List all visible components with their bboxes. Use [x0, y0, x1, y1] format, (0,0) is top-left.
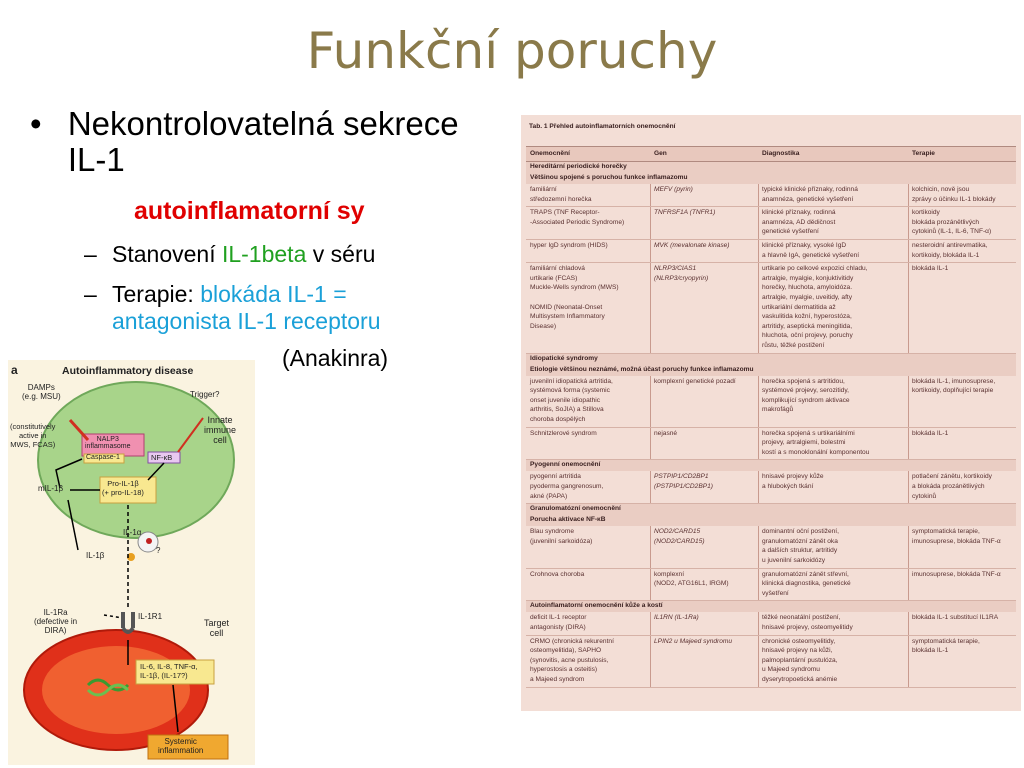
table-cell: blokáda IL-1 [912, 265, 949, 273]
table-section-header [526, 515, 1016, 526]
caspase-label: Caspase-1 [86, 454, 120, 461]
constitutive-label: (constitutively active in MWS, FCAS) [10, 422, 56, 449]
table-row [526, 376, 1016, 428]
column-divider [908, 376, 909, 427]
table-cell: granulomatózní zánět střevní, klinická diagnostika, genetické vyšetření [762, 570, 851, 597]
column-divider [908, 428, 909, 460]
table-cell: klinické příznaky, rodinná anamnéza, AD dědičnost genetické vyšetření [762, 209, 836, 236]
slide-title: Funkční poruchy [306, 22, 718, 80]
column-divider [908, 569, 909, 601]
systemic-inflammation-label: Systemic inflammation [158, 737, 204, 755]
il1a-label: IL-1α [123, 528, 142, 537]
bullet-item-main [30, 106, 500, 178]
table-cell: chronické osteomyelitidy, hnisavé projevy na kůži, palmoplantární pustulóza, u Majeed syndromu dyserytropoetická anémie [762, 637, 838, 683]
column-divider [908, 636, 909, 687]
cytokines-label: IL-6, IL-8, TNF-α, IL-1β, (IL-17?) [140, 662, 198, 680]
section-label: Většinou spojené s poruchou funkce inflamazomu [530, 174, 688, 181]
header-therapy: Terapie [912, 150, 935, 157]
table-section-header [526, 354, 1016, 365]
table-cell: TNFRSF1A (TNFR1) [654, 209, 716, 217]
table-cell: MEFV (pyrin) [654, 186, 693, 193]
header-gene: Gen [654, 150, 667, 157]
table-row [526, 526, 1016, 568]
table-cell: IL1RN (IL-1Ra) [654, 614, 699, 622]
question-label: ? [156, 546, 161, 555]
blockade-highlight: blokáda IL-1 = antagonista IL-1 receptoru [112, 281, 381, 334]
table-section-header [526, 173, 1016, 184]
table-cell: kortikoidy blokáda prozánětlivých cytokinů (IL-1, IL-6, TNF-α) [912, 209, 992, 236]
column-divider [758, 240, 759, 262]
nfkb-label: NF-κB [151, 453, 173, 462]
table-section-header [526, 504, 1016, 515]
table-row [526, 240, 1016, 263]
column-divider [650, 471, 651, 503]
column-divider [908, 471, 909, 503]
table-cell: symptomatická terapie, blokáda IL-1 [912, 637, 980, 655]
header-diagnostics: Diagnostika [762, 150, 800, 157]
section-label: Etiologie většinou neznámé, možná účast poruchy funkce inflamazomu [530, 365, 754, 373]
panel-letter: a [11, 363, 18, 377]
column-divider [758, 184, 759, 206]
column-divider [650, 376, 651, 427]
column-divider [758, 207, 759, 239]
dash-icon: – [84, 241, 97, 267]
section-label: Granulomatózní onemocnění [530, 505, 621, 513]
column-divider [758, 612, 759, 634]
table-cell: imunosuprese, blokáda TNF-α [912, 570, 1001, 578]
bullet-list [30, 106, 500, 178]
table-row [526, 184, 1016, 207]
column-divider [650, 526, 651, 567]
table-cell: urtikarie po celkové expozici chladu, artralgie, myalgie, konjuktivitidy horečky, hluchota, amyloidóza. artralgie, myalgie, uveitidy, afty urtikariální dermatitida až vaskulitida kožní, hyperostóza, artritidy, aseptická meningitida, hluchota, oční projevy, poruchy růstu, těžké postižení [762, 265, 868, 349]
table-cell: blokáda IL-1, imunosuprese, kortikoidy, doplňující terapie [912, 377, 996, 395]
column-divider [650, 263, 651, 352]
table-cell: nesteroidní antirevmatika, kortikoidy, blokáda IL-1 [912, 242, 988, 259]
table-cell: deficit IL-1 receptor antagonisty (DIRA) [530, 614, 587, 631]
table-cell: NLRP3/CIAS1 (NLRP3/cryopyrin) [654, 265, 709, 282]
table-cell: komplexní (NOD2, ATG16L1, IRGM) [654, 570, 729, 588]
anakinra-label: (Anakinra) [282, 345, 389, 371]
table-cell: PSTPIP1/CD2BP1 (PSTPIP1/CD2BP1) [654, 473, 713, 490]
header-disease: Onemocnění [530, 150, 570, 157]
table-cell: horečka spojená s artritidou, systémové projevy, serozitidy, komplikující syndrom aktivace makrofágů [762, 377, 850, 414]
table-cell: TRAPS (TNF Receptor- -Associated Periodic Syndrome) [530, 209, 625, 226]
column-divider [758, 428, 759, 460]
mil1b-label: mIL-1β [38, 484, 64, 493]
innate-cell-label: Innate immune cell [204, 415, 237, 445]
table-cell: juvenilní idiopatická artritida, systémová forma (systemic onset juvenile idiopathic arthritis, SoJIA) a Stillova choroba dospělých [530, 377, 613, 423]
table-row [526, 263, 1016, 353]
table-row [526, 612, 1016, 635]
table-cell: hnisavé projevy kůže a hlubokých tkání [762, 473, 824, 490]
column-divider [908, 612, 909, 634]
column-divider [758, 376, 759, 427]
table-section-header [526, 365, 1016, 376]
table-cell: potlačení zánětu, kortikoidy a blokáda prozánětlivých cytokinů [912, 473, 992, 500]
il1ra-label: IL-1Ra (defective in DIRA) [34, 608, 78, 635]
table-cell: LPIN2 u Majeed syndromu [654, 637, 733, 645]
table-cell: familiární středozemní horečka [530, 186, 592, 203]
table-cell: CRMO (chronická rekurentní osteomyelitida), SAPHO (synovitis, acne pustulosis, hyperostosis a osteitis) a Majeed syndrom [530, 637, 614, 683]
table-cell: těžké neonatální postižení, hnisavé projevy, osteomyelitidy [762, 614, 853, 631]
table-row [526, 471, 1016, 504]
section-label: Porucha aktivace NF-κB [530, 516, 606, 524]
damps-label: DAMPs (e.g. MSU) [22, 383, 61, 401]
il1b-label: IL-1β [86, 551, 105, 560]
bullet-main-text: Nekontrolovatelná sekrece IL-1 [67, 105, 459, 178]
column-divider [758, 636, 759, 687]
table-cell: klinické příznaky, vysoké IgD a hlavně IgA, genetické vyšetření [762, 242, 860, 259]
table-cell: NOD2/CARD15 (NOD2/CARD15) [654, 528, 705, 545]
table-cell: Schnitzlerové syndrom [530, 429, 597, 437]
column-divider [908, 207, 909, 239]
section-label: Idiopatické syndromy [530, 354, 598, 362]
table-cell: hyper IgD syndrom (HIDS) [530, 242, 608, 249]
sub-bullet-therapy [84, 281, 464, 335]
table-cell: pyogenní artritida pyoderma gangrenosum, akné (PAPA) [530, 473, 604, 500]
sub2-text: Terapie: blokáda IL-1 = antagonista IL-1 receptoru [112, 281, 381, 334]
table-cell: symptomatická terapie, imunosuprese, blokáda TNF-α [912, 528, 1001, 545]
column-divider [908, 240, 909, 262]
bullet-dot-icon: • [30, 105, 42, 142]
column-divider [908, 526, 909, 567]
column-divider [650, 184, 651, 206]
column-divider [758, 263, 759, 352]
table-section-header [526, 162, 1016, 173]
table-cell: typické klinické příznaky, rodinná anamnéza, genetické vyšetření [762, 186, 858, 203]
table-cell: nejasné [654, 429, 678, 437]
column-divider [908, 184, 909, 206]
table-cell: kolchicin, nově jsou zprávy o účinku IL-1 blokády [912, 186, 996, 203]
table-cell: familiární chladová urtikarie (FCAS) Muckle-Wells syndrom (MWS) NOMID (Neonatal-Onset Multisystem Inflammatory Disease) [530, 265, 619, 330]
table-row [526, 428, 1016, 461]
table-section-header [526, 601, 1016, 612]
table-cell: blokáda IL-1 substitucí IL1RA [912, 614, 999, 622]
section-label: Hereditární periodické horečky [530, 163, 627, 170]
table-cell: dominantní oční postižení, granulomatózní zánět oka a dalších struktur, artritidy u juvenilní sarkoidózy [762, 528, 839, 564]
table-row [526, 207, 1016, 240]
nlrp3-label: NALP3 inflammasome [85, 436, 131, 450]
table-section-header [526, 460, 1016, 471]
sub1-text: Stanovení IL-1beta v séru [112, 241, 376, 267]
table-cell: horečka spojená s urtikariálními projevy, artralgiemi, bolestmi kostí a s monoklonální komponentou [762, 429, 870, 456]
trigger-label: Trigger? [190, 390, 220, 399]
table-cell: MVK (mevalonate kinase) [654, 242, 730, 249]
column-divider [908, 263, 909, 352]
il1beta-highlight: IL-1beta [221, 241, 307, 267]
column-divider [758, 569, 759, 601]
column-divider [650, 612, 651, 634]
table-header [526, 146, 1016, 162]
table-caption: Tab. 1 Přehled autoinflamatorních onemocnění [529, 123, 676, 130]
column-divider [758, 471, 759, 503]
autoinflammatory-diagram [8, 360, 255, 765]
sub-bullet-diagnosis [84, 241, 375, 268]
table-cell: Blau syndrome (juvenilní sarkoidóza) [530, 528, 593, 545]
column-divider [758, 526, 759, 567]
autoinflammatory-label: autoinflamatorní sy [134, 197, 365, 225]
table-cell: Crohnova choroba [530, 570, 585, 578]
table-row [526, 636, 1016, 688]
column-divider [650, 428, 651, 460]
il1r1-label: IL-1R1 [138, 612, 163, 621]
autoinflammatory-table [521, 115, 1021, 711]
section-label: Autoinflamatorní onemocnění kůže a kostí [530, 602, 663, 610]
column-divider [650, 207, 651, 239]
target-cell-label: Target cell [204, 618, 230, 638]
table-row [526, 569, 1016, 602]
table-cell: komplexní genetické pozadí [654, 377, 736, 385]
section-label: Pyogenní onemocnění [530, 461, 601, 469]
dash-icon: – [84, 281, 97, 307]
figure-heading: Autoinflammatory disease [62, 365, 194, 377]
column-divider [650, 240, 651, 262]
column-divider [650, 569, 651, 601]
proil-label: Pro-IL-1β (+ pro-IL-18) [102, 479, 144, 497]
table-cell: blokáda IL-1 [912, 429, 949, 437]
column-divider [650, 636, 651, 687]
